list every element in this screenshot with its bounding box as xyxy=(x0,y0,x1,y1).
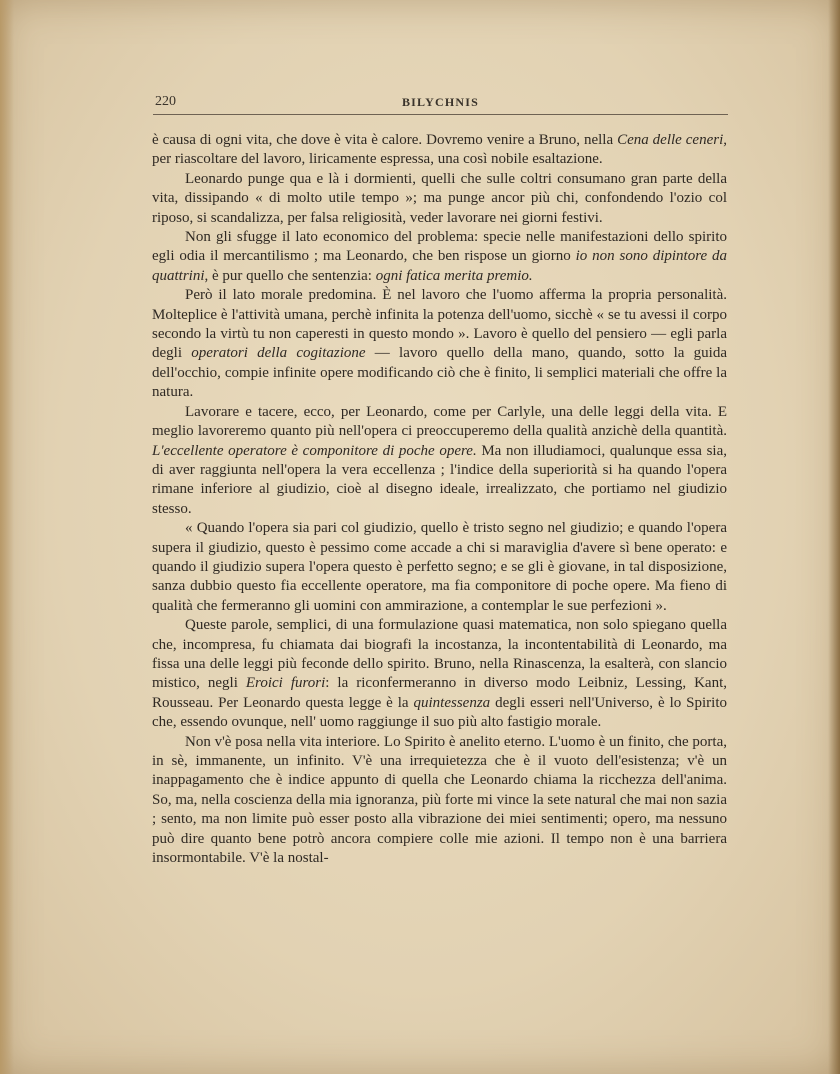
italic-segment: ogni fatica merita premio. xyxy=(375,267,533,284)
page-number: 220 xyxy=(155,94,176,109)
text-segment: — lavoro quello della mano, quando, sotto la guida dell'occhio, compie infinite opere modificando ciò che è finito, li semplici materiali che offre la natura. xyxy=(152,345,727,401)
italic-segment: io non sono dipintore da quattrini xyxy=(152,248,728,284)
text-segment: Queste parole, semplici, di una formulazione quasi matematica, non solo spiegano quella che, incompresa, fu chiamata dai biografi la incostanza, la incontentabilità di Leonardo, ma fissa una delle leggi più feconde dello spirito. Bruno, nella Rinascenza, la esalterà, con slancio mistico, negli xyxy=(152,617,727,692)
text-segment: è causa di ogni vita, che dove è vita è calore. Dovremo venire a Bruno, nella xyxy=(152,132,618,148)
paragraph xyxy=(152,228,727,286)
paragraph xyxy=(152,131,727,170)
text-segment: Ma non illudiamoci, qualunque essa sia, di aver raggiunta nell'opera la vera eccellenza ; l'indice della superiorità si ha quando l'opera rimane inferiore al giudizio, cioè al disegno ideale, irrealizzato, che portiamo nel giudizio stesso. xyxy=(152,442,727,517)
page-left-edge xyxy=(0,0,14,1074)
body-text xyxy=(152,131,727,868)
paragraph xyxy=(152,519,727,616)
italic-segment: operatori della cogitazione xyxy=(191,345,366,362)
text-segment: « Quando l'opera sia pari col giudizio, quello è tristo segno nel giudizio; e quando l'opera supera il giudizio, questo è pessimo come accade a chi si maraviglia d'avere sì bene operato: e quando il giudizio supera l'opera questo è perfetto segno; e se gli è giovane, in tal disposizione, sanza dubbio questo fia eccellente operatore, ma fia componitore di poche opere. Ma fieno di qualità che fermeranno gli uomini con ammirazione, a contemplar le sue perfezioni ». xyxy=(152,520,727,614)
running-title: BILYCHNIS xyxy=(401,95,480,109)
page-right-edge xyxy=(828,0,840,1074)
text-segment: Leonardo punge qua e là i dormienti, quelli che sulle coltri consumano gran parte della vita, dissipando « di molto utile tempo »; ma punge ancor più chi, confondendo l'ozio col riposo, si scandalizza, per falsa religiosità, veder lavorare nei giorni festivi. xyxy=(152,170,727,226)
paragraph xyxy=(152,170,727,228)
text-segment: , per riascoltare del lavoro, liricamente espressa, una così nobile esaltazione. xyxy=(152,132,727,168)
paragraph xyxy=(152,286,727,402)
text-segment: Non v'è posa nella vita interiore. Lo Spirito è anelito eterno. L'uomo è un finito, che porta, in sè, immanente, un infinito. V'è una irrequietezza che è il vuoto dell'esistenza; v'è un inappagamento che è indice appunto di quella che Leonardo chiama la ricchezza dell'anima. So, ma, nella coscienza della mia ignoranza, più forte mi vince la sete natural che mai non sazia ; sento, ma non limite può esser posto alla vibrazione dei miei sentimenti; opero, ma nessuno può dire quanto bene potrò ancora compiere colle mie azioni. Il tempo non è una barriera insormontabile. V'è la nostal- xyxy=(152,733,727,867)
text-segment: degli esseri nell'Universo, è lo Spirito che, essendo ovunque, nell' uomo raggiunge il suo più alto fastigio morale. xyxy=(152,694,728,731)
text-segment: : la riconfermeranno in diverso modo Leibniz, Lessing, Kant, Rousseau. Per Leonardo questa legge è la xyxy=(152,675,727,711)
italic-segment: Cena delle ceneri xyxy=(617,132,724,148)
paragraph xyxy=(152,616,727,732)
paragraph xyxy=(152,733,727,869)
text-segment: , è pur quello che sentenzia: xyxy=(204,267,376,284)
italic-segment: L'eccellente operatore è componitore di poche opere. xyxy=(152,442,477,459)
text-segment: Però il lato morale predomina. È nel lavoro che l'uomo afferma la propria personalità. Molteplice è l'attività umana, perchè infinita la potenza dell'uomo, sicchè « se tu avessi il corpo secondo la virtù tu non caperesti in questo mondo ». Lavoro è quello del pensiero — egli parla degli xyxy=(152,287,727,362)
page-header xyxy=(153,92,728,115)
text-segment: Lavorare e tacere, ecco, per Leonardo, come per Carlyle, una delle leggi della vita. E meglio lavoreremo quanto più nell'opera ci preoccuperemo della qualità anzichè della quantità. xyxy=(152,403,727,440)
paragraph xyxy=(152,403,727,519)
italic-segment: quintessenza xyxy=(413,694,491,711)
italic-segment: Eroici furori xyxy=(245,675,326,692)
text-segment: Non gli sfugge il lato economico del problema: specie nelle manifestazioni dello spirito egli odia il mercantilismo ; ma Leonardo, che ben rispose un giorno xyxy=(152,229,727,265)
